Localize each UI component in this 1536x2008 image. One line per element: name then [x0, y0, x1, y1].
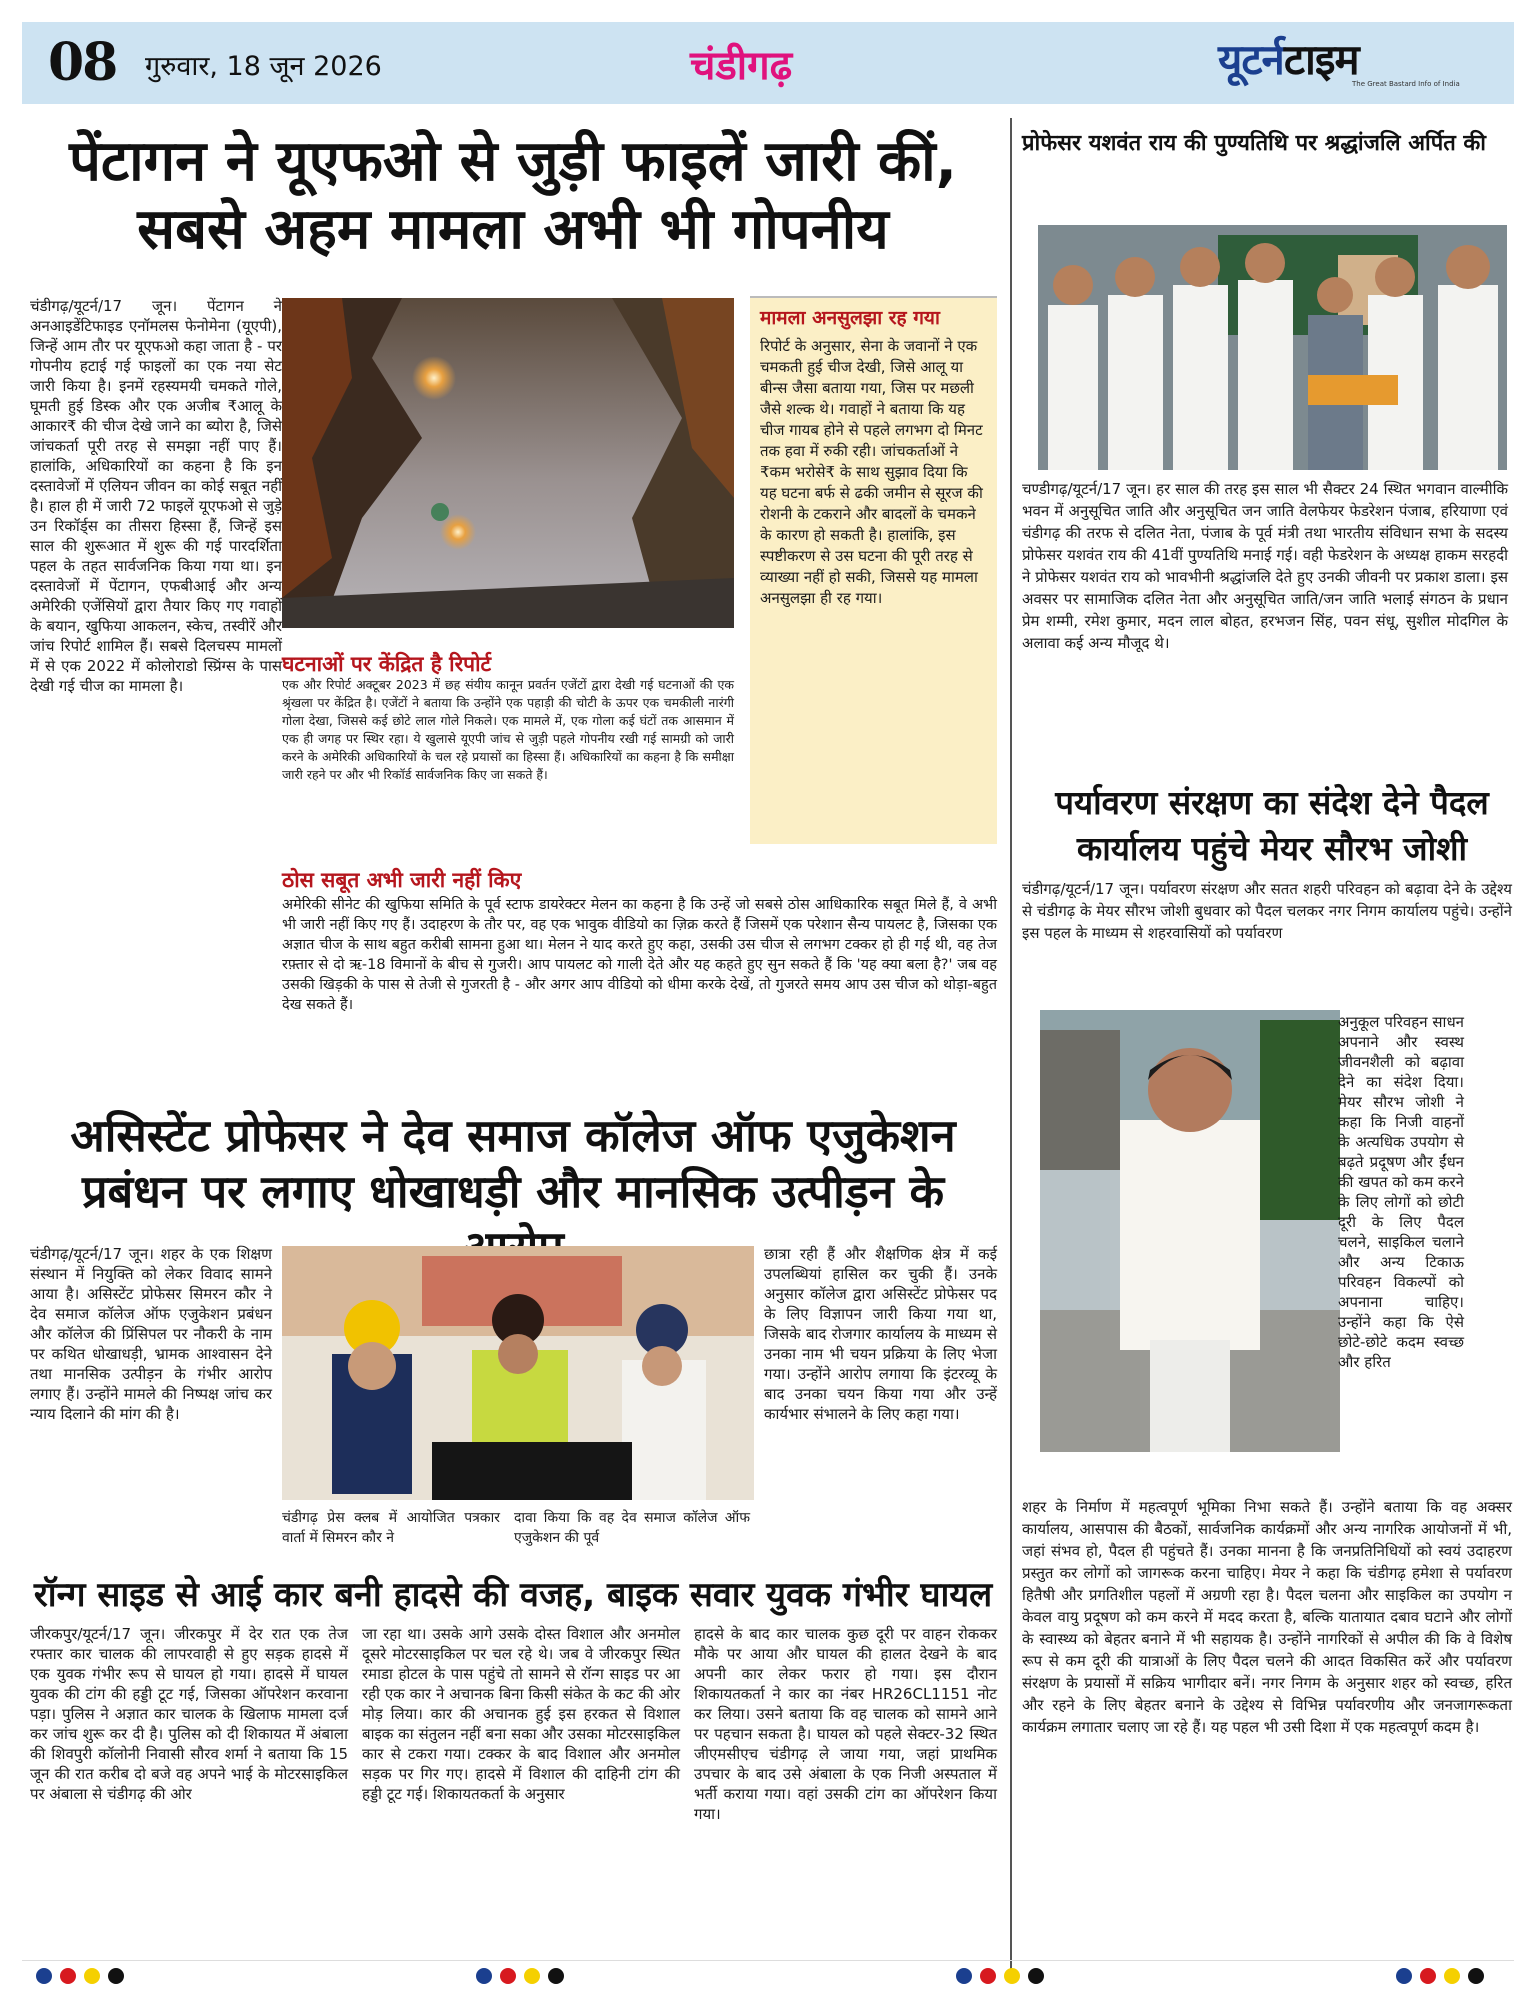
mayor-photo-graphic — [1040, 1010, 1340, 1452]
dot-blue — [476, 1968, 492, 1984]
ufo-headline: पेंटागन ने यूएफओ से जुड़ी फाइलें जारी कीं, सबसे अहम मामला अभी भी गोपनीय — [69, 129, 957, 262]
dot-yellow — [524, 1968, 540, 1984]
mayor-intro: चंडीगढ़/यूटर्न/17 जून। पर्यावरण संरक्षण और सतत शहरी परिवहन को बढ़ावा देने के उद्देश्य से चंडीगढ़ के मेयर सौरभ जोशी बुधवार को पैदल चलकर नगर निगम कार्यालय पहुंचे। उन्होंने इस पहल के माध्यम से शहरवासियों को पर्यावरण — [1022, 880, 1512, 942]
evidence-text: अमेरिकी सीनेट की खुफिया समिति के पूर्व स्टाफ डायरेक्टर मेलन का कहना है कि उन्हें जो सबसे ठोस आधिकारिक सबूत मिले हैं, वे अभी भी जारी नहीं किए गए हैं। उदाहरण के तौर पर, वह एक भावुक वीडियो का ज़िक्र करते हैं जिसमें एक परेशान सैन्य पायलट है, जिसका एक अज्ञात चीज के साथ बहुत करीबी सामना हुआ था। मेलन ने याद करते हुए कहा, उसकी उस चीज से लगभग टक्कर हो ही गई थी, वह तेज रफ़्तार से दो ऋ-18 विमानों के बीच से गुजरी। आप पायलट को गाली देते और यह कहते हुए सुन सकते हैं कि 'यह क्या बला है?' जब वह उसकी खिड़की के पास से तेजी से गुजरती है - और अगर आप वीडियो को धीमा करके देखें, तो गुजरते समय आप उस चीज को थोड़ा-बहुत देख सकते हैं। — [282, 897, 997, 1013]
dot-blue — [956, 1968, 972, 1984]
press-conference-photo — [282, 1246, 754, 1500]
press-caption-left: चंडीगढ़ प्रेस क्लब में आयोजित पत्रकार वार्ता में सिमरन कौर ने — [282, 1510, 500, 1546]
college-column-1: चंडीगढ़/यूटर्न/17 जून। शहर के एक शिक्षण संस्थान में नियुक्ति को लेकर विवाद सामने आया है। असिस्टेंट प्रोफेसर सिमरन कौर ने देव समाज कॉलेज ऑफ एजुकेशन प्रबंधन और कॉलेज की प्रिंसिपल पर नौकरी के नाम पर कथित धोखाधड़ी, भ्रामक आश्वासन देने तथा मानसिक उत्पीड़न के गंभीर आरोप लगाए हैं। उन्होंने मामले की निष्पक्ष जांच कर न्याय दिलाने की मांग की है। — [30, 1245, 272, 1423]
press-caption-right: दावा किया कि वह देव समाज कॉलेज ऑफ एजुकेशन की पूर्व — [514, 1510, 750, 1546]
footer-color-dots-2 — [476, 1968, 572, 1984]
dot-black — [108, 1968, 124, 1984]
tribute-photo-graphic — [1038, 225, 1507, 470]
ufo-photo — [282, 298, 734, 628]
box-heading: मामला अनसुलझा रह गया — [760, 307, 940, 329]
page-number: 08 — [48, 32, 117, 93]
tribute-text: चण्डीगढ़/यूटर्न/17 जून। हर साल की तरह इस साल भी सैक्टर 24 स्थित भगवान वाल्मीकि भवन में अनुसूचित जाति और अनुसूचित जन जाति वेलफेयर फेडरेशन पंजाब, हरियाणा एवं चंडीगढ़ की तरफ से दलित नेता, पंजाब के पूर्व मंत्री तथा भारतीय संविधान सभा के सदस्य प्रोफेसर यशवंत राय की 41वीं पुण्यतिथि मनाई गई। वही फेडरेशन के अध्यक्ष हाकम सरहदी ने प्रोफेसर यशवंत राय को भावभीनी श्रद्धांजलि देते हुए उनकी जीवनी पर प्रकाश डाला। इस अवसर पर सामाजिक दलित नेता और अनुसूचित जाति/जन जाति भलाई संगठन के प्रधान प्रेम शम्मी, रमेश कुमार, मदन लाल बोहत, हरभजन सिंह, पवन संधू, सुशील मोदगिल के अलावा कई अन्य मौजूद थे। — [1022, 480, 1508, 652]
dot-black — [1468, 1968, 1484, 1984]
logo-word-2: टाइम — [1283, 35, 1359, 84]
subhead-report: घटनाओं पर केंद्रित है रिपोर्ट — [282, 652, 492, 676]
accident-column-3: हादसे के बाद कार चालक कुछ दूरी पर वाहन रोककर मौके पर आया और घायल की हालत देखने के बाद अपनी कार लेकर फरार हो गया। इस दौरान शिकायतकर्ता ने कार का नंबर HR26CL1151 नोट कर लिया। उसने बताया कि वह चालक को सामने आने पर पहचान सकता है। घायल को पहले सेक्टर-32 स्थित जीएमसीएच चंडीगढ़ ले जाया गया, जहां प्राथमिक उपचार के बाद उसे अंबाला के एक निजी अस्पताल में भर्ती कराया गया। वहां उसकी टांग का ऑपरेशन किया गया। — [694, 1625, 997, 1823]
edition-city: चंडीगढ़ — [690, 43, 793, 89]
accident-headline: रॉन्ग साइड से आई कार बनी हादसे की वजह, बाइक सवार युवक गंभीर घायल — [33, 1575, 993, 1615]
press-photo-graphic — [282, 1246, 754, 1500]
sidebar-box-unsolved — [750, 296, 997, 844]
dot-yellow — [1004, 1968, 1020, 1984]
ufo-column-1: चंडीगढ़/यूटर्न/17 जून। पेंटागन ने अनआइडेंटिफाइड एनॉमलस फेनोमेना (यूएपी), जिन्हें आम तौर पर यूएफओ कहा जाता है - पर गोपनीय हटाई गई फाइलों का एक नया सेट जारी किया है। इनमें रहस्यमयी चमकते गोले, घूमती हुई डिस्क और एक अजीब ₹आलू के आकार₹ की चीज देखे जाने का ब्योरा है, जिसे जांचकर्ता पूरी तरह से समझा नहीं पाए हैं। हालांकि, अधिकारियों का कहना है कि इन दस्तावेजों में एलियन जीवन का कोई सबूत नहीं है। हाल ही में जारी 72 फाइलें यूएफओ से जुड़े उन रिकॉर्ड्स का तीसरा हिस्सा हैं, जिन्हें इस साल की शुरूआत में शुरू की गई पारदर्शिता पहल के तहत सार्वजनिक किया गया था। इन दस्तावेजों में पेंटागन, एफबीआई और अन्य अमेरिकी एजेंसियों द्वारा तैयार किए गए गवाहों के बयान, खुफिया आकलन, स्केच, तस्वीरें और जांच रिपोर्ट शामिल हैं। सबसे दिलचस्प मामलों में से एक 2022 में कोलोराडो स्प्रिंग्स के पास देखी गई चीज का मामला है। — [30, 297, 282, 695]
column-divider — [1010, 118, 1012, 1978]
college-column-2: छात्रा रही हैं और शैक्षणिक क्षेत्र में कई उपलब्धियां हासिल कर चुकी हैं। उनके अनुसार कॉलेज द्वारा असिस्टेंट प्रोफेसर पद के लिए विज्ञापन जारी किया गया था, जिसके बाद रोजगार कार्यालय के माध्यम से उनका नाम भी चयन प्रक्रिया के लिए भेजा गया। उन्होंने आरोप लगाया कि इंटरव्यू के बाद उनका चयन किया गया और उन्हें कार्यभार संभालने के लिए कहा गया। — [764, 1245, 997, 1423]
dot-blue — [1396, 1968, 1412, 1984]
subhead-evidence: ठोस सबूत अभी जारी नहीं किए — [282, 868, 522, 892]
logo-tagline: The Great Bastard Info of India — [1352, 80, 1460, 88]
college-headline: असिस्टेंट प्रोफेसर ने देव समाज कॉलेज ऑफ एजुकेशन प्रबंधन पर लगाए धोखाधड़ी और मानसिक उत्पीड़न के — [70, 1109, 956, 1218]
tribute-headline: प्रोफेसर यशवंत राय की पुण्यतिथि पर श्रद्धांजलि अर्पित की — [1022, 131, 1486, 156]
dot-black — [548, 1968, 564, 1984]
dot-red — [60, 1968, 76, 1984]
accident-column-2: जा रहा था। उसके आगे उसके दोस्त विशाल और अनमोल दूसरे मोटरसाइकिल पर चल रहे थे। जब वे जीरकपुर स्थित रमाडा होटल के पास पहुंचे तो सामने से रॉन्ग साइड पर आ रही एक कार ने अचानक बिना किसी संकेत के कट की ओर मोड़ लिया। कार की अचानक हुई इस हरकत से विशाल बाइक का संतुलन नहीं बना सका और उसका मोटरसाइकिल कार से टकरा गया। टक्कर के बाद विशाल और अनमोल सड़क पर गिर गए। हादसे में विशाल की दाहिनी टांग की हड्डी टूट गई। शिकायतकर्ता के अनुसार — [362, 1625, 680, 1803]
tribute-photo — [1038, 225, 1507, 470]
mayor-continued-text: शहर के निर्माण में महत्वपूर्ण भूमिका निभा सकते हैं। उन्होंने बताया कि वह अक्सर कार्यालय, आसपास की बैठकों, सार्वजनिक कार्यक्रमों और अन्य नागरिक आयोजनों में भी, जहां संभव हो, पैदल ही पहुंचते हैं। उनका मानना है कि जनप्रतिनिधियों को स्वयं उदाहरण प्रस्तुत कर लोगों को जागरूक करना चाहिए। मेयर ने कहा कि चंडीगढ़ हमेशा से पर्यावरण हितैषी और प्रगतिशील पहलों में अग्रणी रहा है। पैदल चलना और साइकिल का उपयोग न केवल वायु प्रदूषण को कम करने में मदद करता है, बल्कि यातायात दबाव घटाने और लोगों के स्वास्थ्य को बेहतर बनाने में भी सहायक है। उन्होंने नागरिकों से अपील की कि वे विशेष रूप से कम दूरी की यात्राओं के लिए पैदल चलने की आदत विकसित करें और पर्यावरण संरक्षण के प्रयासों में सक्रिय भागीदार बनें। नगर निगम के अनुसार शहर को स्वच्छ, हरित और रहने के लिए बेहतर बनाने के उद्देश्य से विभिन्न पर्यावरणीय और जनजागरूकता कार्यक्रम लगातार चलाए जा रहे हैं। यह पहल भी उसी दिशा में एक महत्वपूर्ण कदम है। — [1022, 1498, 1512, 1736]
mayor-headline: पर्यावरण संरक्षण का संदेश देने पैदल कार्यालय पहुंचे मेयर सौरभ जोशी — [1055, 783, 1489, 868]
ufo-photo-graphic — [282, 298, 734, 628]
dot-yellow — [1444, 1968, 1460, 1984]
issue-date: गुरुवार, 18 जून 2026 — [145, 51, 382, 82]
footer-rule — [22, 1960, 1514, 1961]
dot-red — [1420, 1968, 1436, 1984]
dot-blue — [36, 1968, 52, 1984]
mayor-photo — [1040, 1010, 1340, 1452]
footer-color-dots-3 — [956, 1968, 1052, 1984]
mayor-side-text: अनुकूल परिवहन साधन अपनाने और स्वस्थ जीवनशैली को बढ़ावा देने का संदेश दिया। मेयर सौरभ जोशी ने कहा कि निजी वाहनों के अत्यधिक उपयोग से बढ़ते प्रदूषण और ईंधन की खपत को कम करने के लिए लोगों को छोटी दूरी के लिए पैदल चलने, साइकिल चलाने और अन्य टिकाऊ परिवहन विकल्पों को अपनाना चाहिए। उन्होंने कहा कि ऐसे छोटे-छोटे कदम स्वच्छ और हरित — [1338, 1013, 1464, 1371]
footer-color-dots-1 — [36, 1968, 132, 1984]
footer-color-dots-4 — [1396, 1968, 1492, 1984]
newspaper-logo — [1212, 30, 1484, 92]
dot-red — [500, 1968, 516, 1984]
dot-yellow — [84, 1968, 100, 1984]
logo-word-1: यूटर्न — [1218, 35, 1284, 84]
dot-red — [980, 1968, 996, 1984]
box-text: रिपोर्ट के अनुसार, सेना के जवानों ने एक चमकती हुई चीज देखी, जिसे आलू या बीन्स जैसा बताया गया, जिस पर मछली जैसे शल्क थे। गवाहों ने बताया कि यह चीज गायब होने से पहले लगभग दो मिनट तक हवा में रुकी रही। जांचकर्ताओं ने ₹कम भरोसे₹ के साथ सुझाव दिया कि यह घटना बर्फ से ढकी जमीन से सूरज की रोशनी के टकराने और बादलों के चमकने के कारण हो सकती है। हालांकि, इस स्पष्टीकरण से उस घटना की पूरी तरह से व्याख्या नहीं हो सकी, जिससे यह मामला अनसुलझा ही रह गया। — [760, 337, 983, 607]
dot-black — [1028, 1968, 1044, 1984]
report-text: एक और रिपोर्ट अक्टूबर 2023 में छह संयीय कानून प्रवर्तन एजेंटों द्वारा देखी गई घटनाओं की एक श्रृंखला पर केंद्रित है। एजेंटों ने बताया कि उन्होंने एक पहाड़ी की चोटी के ऊपर एक चमकीली नारंगी गोला देखा, जिससे कई छोटे लाल गोले निकले। एक मामले में, एक गोला कई घंटों तक आसमान में एक ही जगह पर स्थिर रहा। ये खुलासे यूएपी जांच से जुड़ी पहले गोपनीय रखी गई सामग्री को जारी करने के अमेरिकी अधिकारियों के चल रहे प्रयासों का हिस्सा हैं। अधिकारियों का कहना है कि समीक्षा जारी रहने पर और भी रिकॉर्ड सार्वजनिक किए जा सकते हैं। — [282, 677, 734, 782]
accident-column-1: जीरकपुर/यूटर्न/17 जून। जीरकपुर में देर रात एक तेज रफ्तार कार चालक की लापरवाही से हुए सड़क हादसे में एक युवक गंभीर रूप से घायल हो गया। हादसे में घायल युवक की टांग की हड्डी टूट गई, जिसका ऑपरेशन करवाना पड़ा। पुलिस ने अज्ञात कार चालक के खिलाफ मामला दर्ज कर जांच शुरू कर दी है। पुलिस को दी शिकायत में अंबाला की शिवपुरी कॉलोनी निवासी सौरव शर्मा ने बताया कि 15 जून की रात करीब दो बजे वह अपने भाई के मोटरसाइकिल पर अंबाला से चंडीगढ़ की ओर — [30, 1625, 348, 1803]
